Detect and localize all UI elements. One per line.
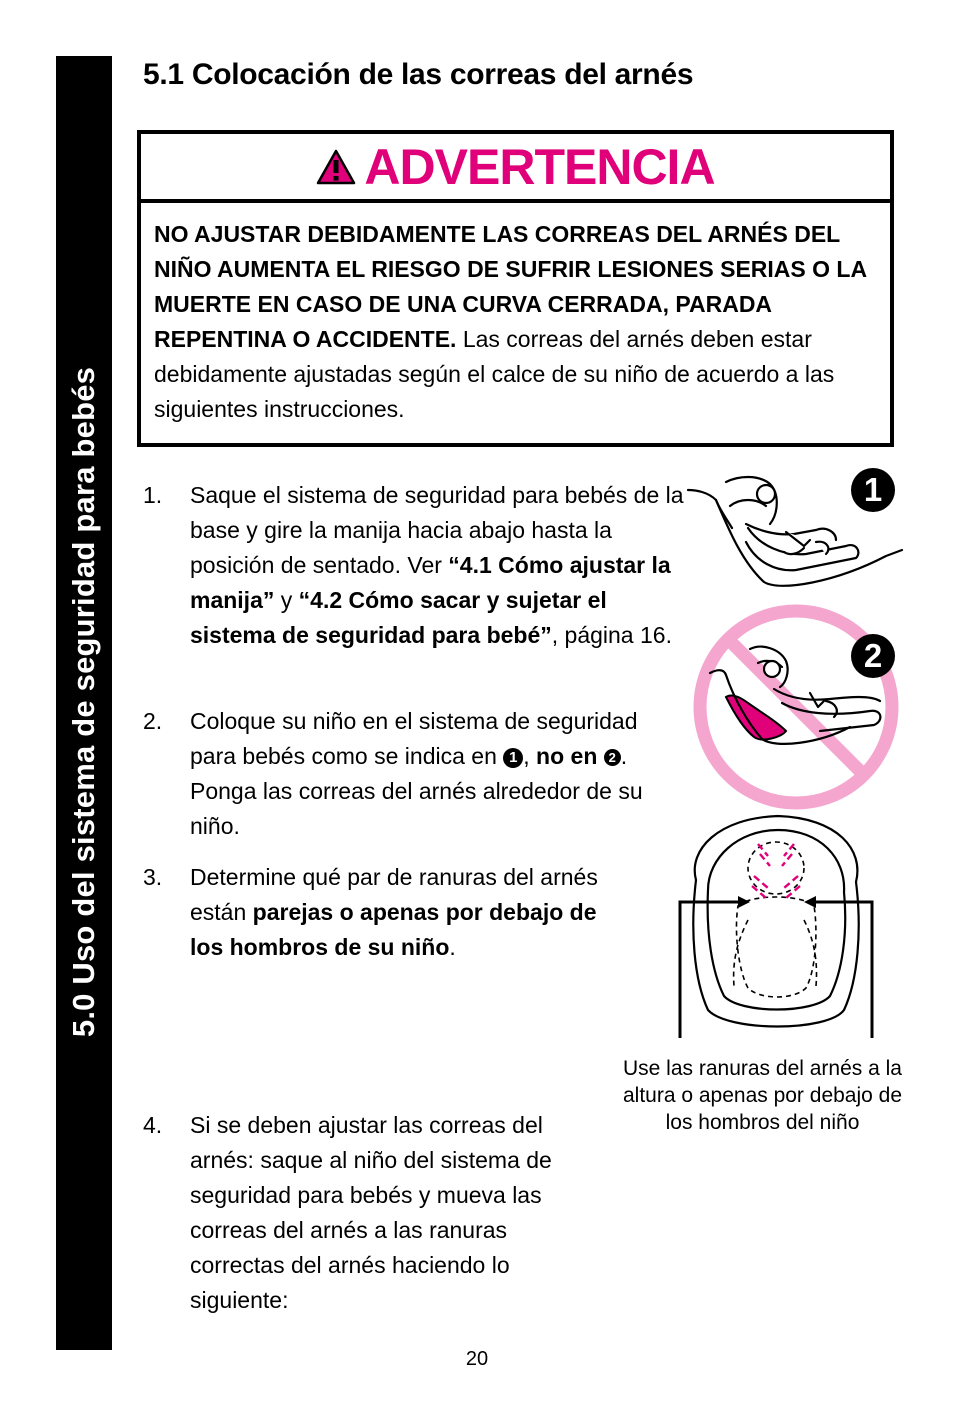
figure-ref-2-icon: 2 (604, 749, 621, 766)
step-4 (143, 1108, 598, 1318)
warning-triangle-icon (316, 149, 356, 185)
step-text: Si se deben ajustar las correas del arnés: saque al niño del sistema de seguridad para bebés y mueva las correas del arnés a las ranuras correctas del arnés haciendo lo siguiente: (190, 1112, 552, 1313)
warning-normal-text: Las correas del arnés deben estar debidamente ajustadas según el calce de su niño de acuerdo a las siguientes instrucciones. (154, 326, 835, 422)
step-text: y (274, 587, 299, 613)
step-text: Coloque su niño en el sistema de seguridad para bebés como se indica en (190, 708, 638, 769)
step-text: . (449, 934, 456, 960)
figure-1-badge: 1 (851, 468, 895, 512)
step-text: . Ponga las correas del arnés alrededor de su niño. (190, 743, 643, 839)
figure-ref-1-icon: 1 (503, 748, 523, 768)
warning-header (141, 134, 890, 203)
page-title: 5.1 Colocación de las correas del arnés (143, 58, 694, 91)
warning-title: ADVERTENCIA (364, 138, 715, 195)
step-text: , página 16. (551, 622, 672, 648)
step-number: 2. (143, 708, 163, 734)
step-2 (143, 704, 643, 844)
figure-2-badge: 2 (851, 634, 895, 678)
step-reference: “4.1 Cómo ajustar la manija” (190, 552, 671, 613)
step-emphasis: parejas o apenas por debajo de los hombros de su niño (190, 899, 597, 960)
section-label: 5.0 Uso del sistema de seguridad para bebés (66, 366, 101, 1038)
step-3 (143, 860, 613, 965)
figure-caption: Use las ranuras del arnés a la altura o apenas por debajo de los hombros del niño (622, 1057, 903, 1134)
page-number: 20 (465, 1348, 489, 1370)
warning-text (141, 203, 890, 427)
step-text: Determine qué par de ranuras del arnés están (190, 864, 598, 925)
step-number: 3. (143, 864, 163, 890)
figure-harness-slots (668, 810, 898, 1050)
step-text: , (523, 743, 537, 769)
warning-box (137, 130, 894, 447)
step-1 (143, 478, 688, 653)
warning-bold-text: NO AJUSTAR DEBIDAMENTE LAS CORREAS DEL ARNÉS DEL NIÑO AUMENTA EL RIESGO DE SUFRIR LESIONES SERIAS O LA MUERTE EN CASO DE UNA CURVA CERRADA, PARADA REPENTINA O ACCIDENTE. (154, 221, 867, 352)
step-text: Saque el sistema de seguridad para bebés de la base y gire la manija hacia abajo hasta la posición de sentado. Ver (190, 482, 684, 578)
step-number: 4. (143, 1112, 163, 1138)
step-emphasis: no en (536, 743, 604, 769)
step-number: 1. (143, 482, 163, 508)
step-reference: “4.2 Cómo sacar y sujetar el sistema de seguridad para bebé” (190, 587, 607, 648)
